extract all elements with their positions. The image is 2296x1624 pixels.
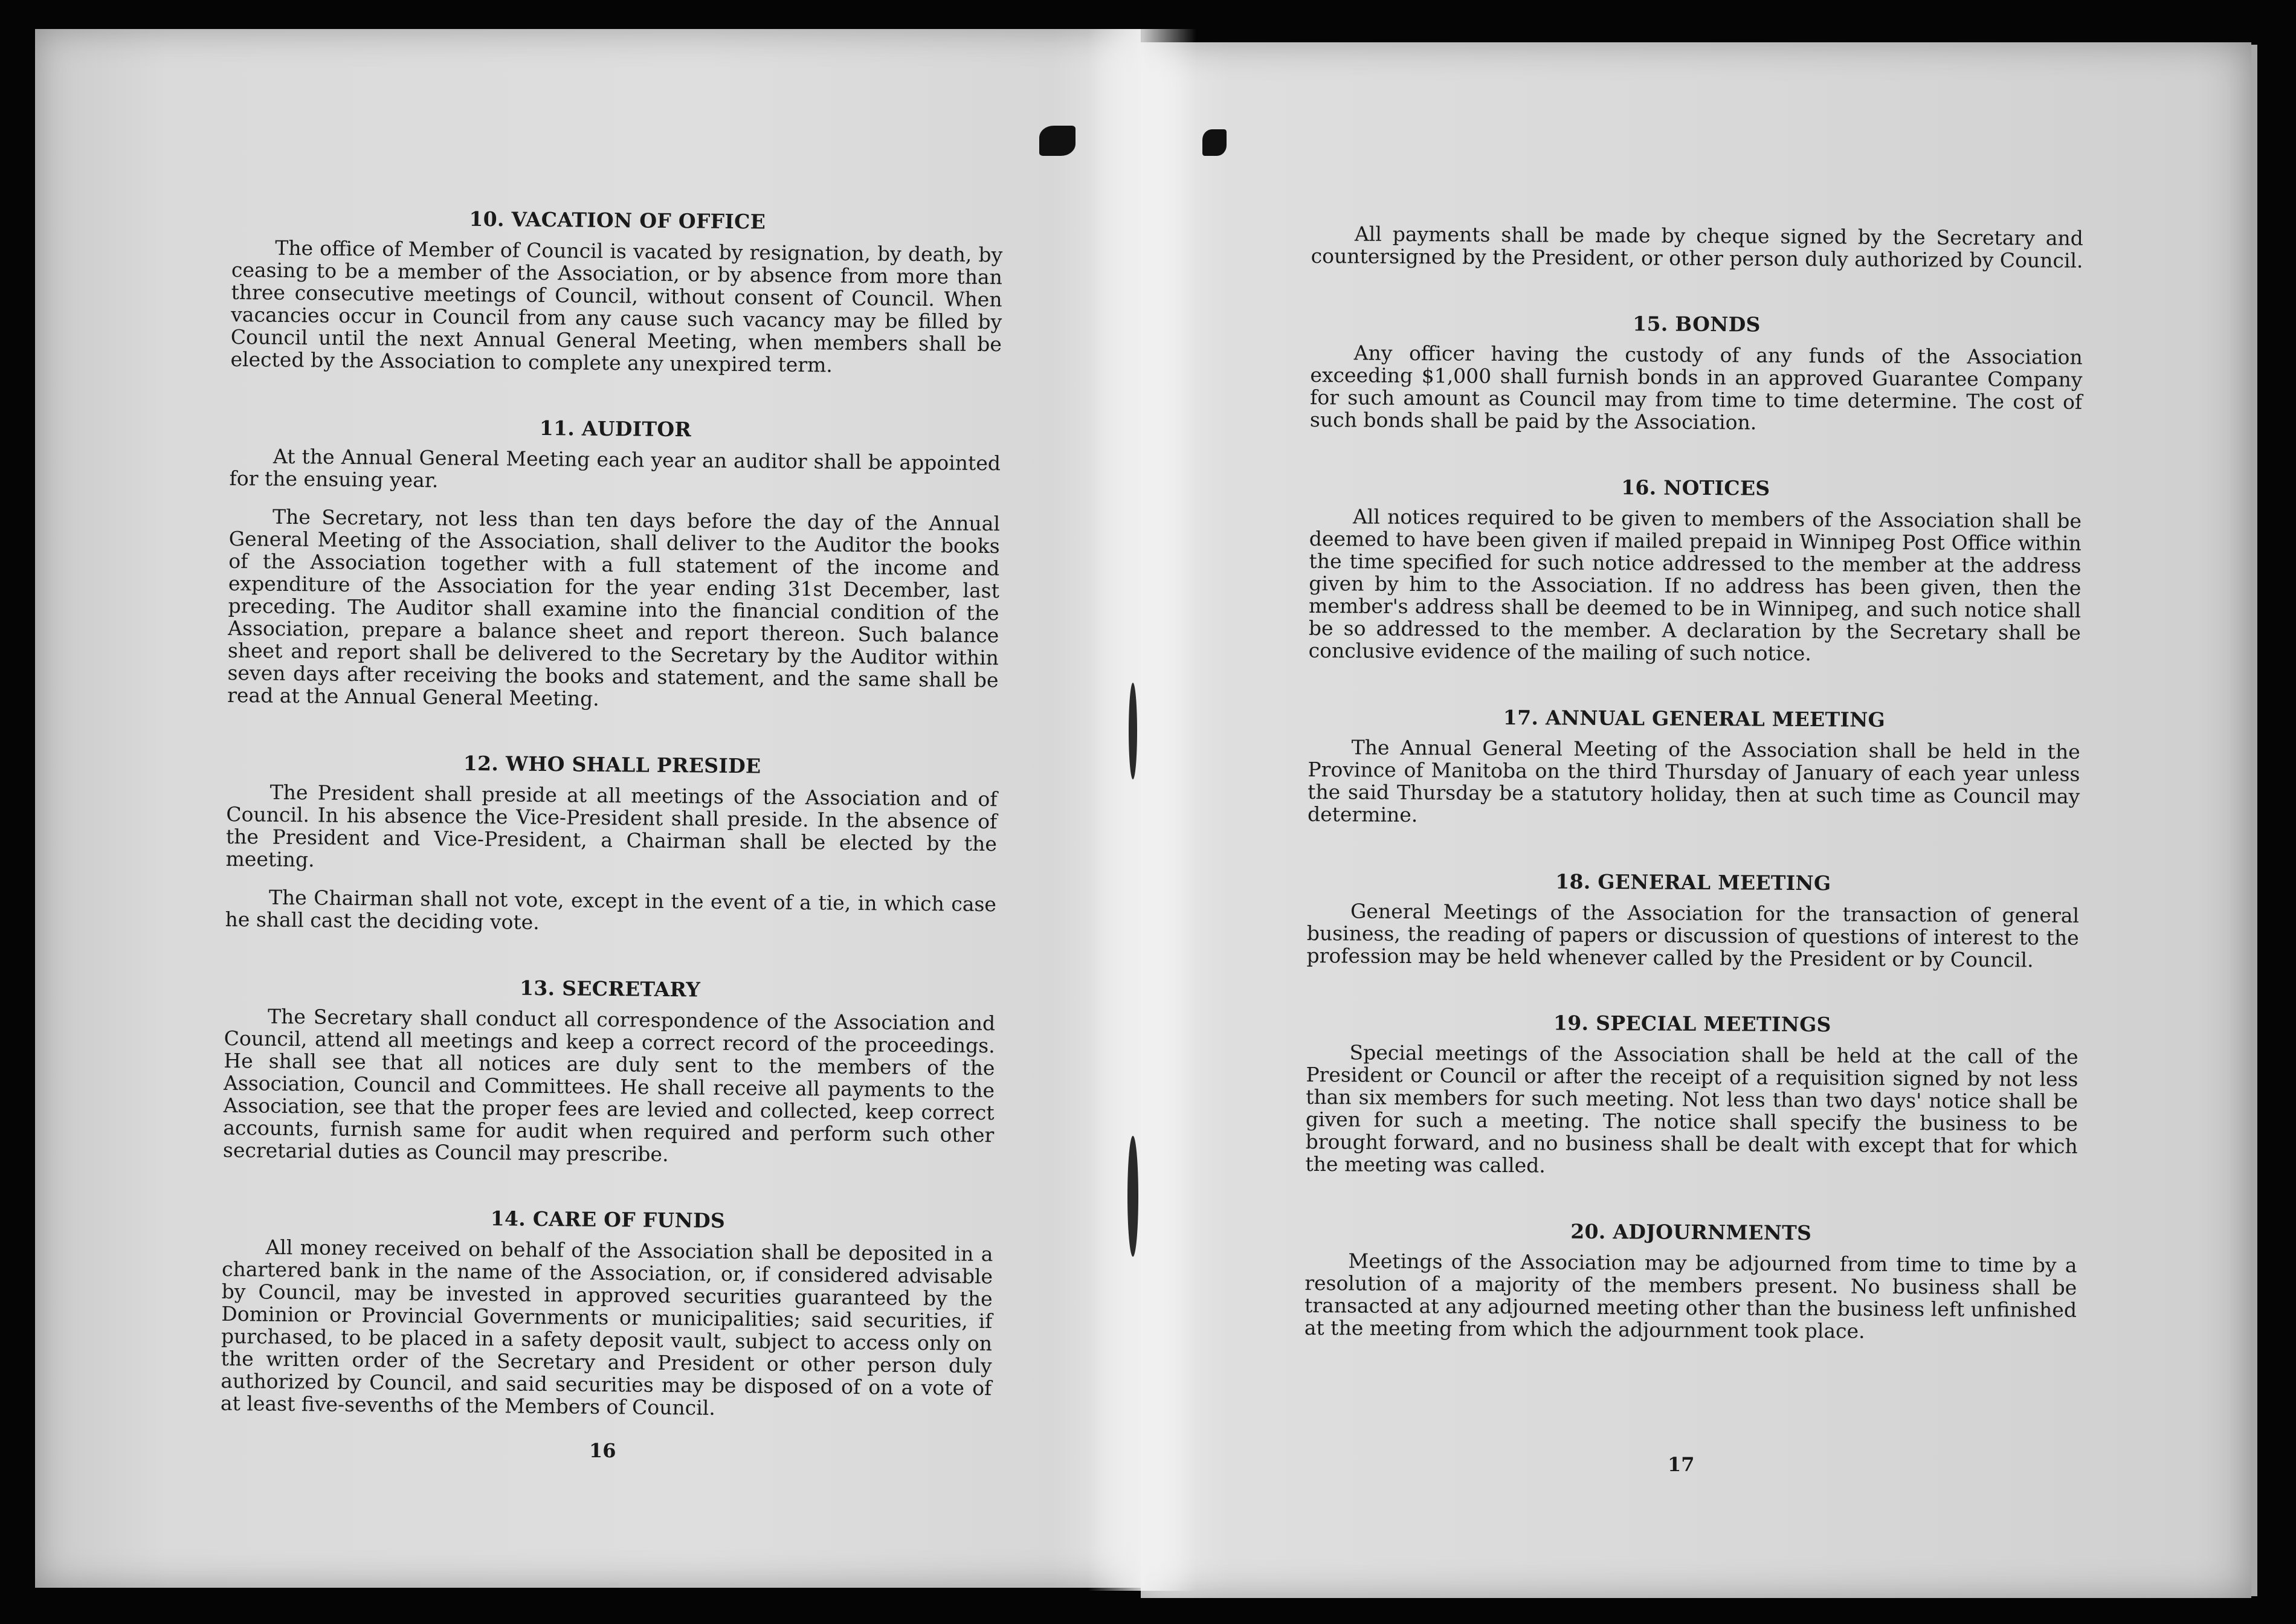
right-page-edge [2251,45,2257,1596]
section-paragraph: The Chairman shall not vote, except in the event of a tie, in which case he shall cast the deciding vote. [225,885,997,934]
section-paragraph: At the Annual General Meeting each year an auditor shall be appointed for the ensuing year. [229,444,1001,492]
section-who-shall-preside [225,750,998,938]
section-special-meetings [1305,1010,2078,1180]
section-payments-continued [1311,222,2083,272]
section-annual-general-meeting [1308,705,2080,830]
section-heading: 15. BONDS [1633,312,1761,337]
section-vacation-of-office [230,205,1003,378]
right-page-text [1304,222,2083,1387]
section-heading: 12. WHO SHALL PRESIDE [463,751,761,778]
lead-paragraph: All payments shall be made by cheque signed by the Secretary and countersigned by the President, or other person duly authorized by Council. [1311,222,2083,272]
staple-mark-left [1039,126,1075,156]
binding-gutter [1088,29,1196,1591]
section-general-meeting [1306,869,2079,971]
section-paragraph: All money received on behalf of the Association shall be deposited in a chartered bank in the name of the Association, or, if considered advisable by Council, may be invested in approved securities guaranteed by the Dominion or Provincial Governments or municipalities; said securities, if purchased, to be placed in a safety deposit vault, subject to access only on the written order of the Secretary and President or other person duly authorized by Council, and said securities may be disposed of on a vote of at least five-sevenths of the Members of Council. [220,1235,993,1420]
section-paragraph: Meetings of the Association may be adjourned from time to time by a resolution of a majority of the members present. No business shall be transacted at any adjourned meeting other than the business left unfinished at the meeting from which the adjournment took place. [1304,1249,2077,1343]
gutter-crease-mark [1129,683,1137,779]
section-heading: 10. VACATION OF OFFICE [469,207,766,234]
section-heading: 18. GENERAL MEETING [1555,869,1831,895]
staple-mark-right [1202,129,1227,156]
page-number-right: 17 [1668,1453,1695,1476]
section-adjournments [1304,1219,2077,1344]
section-paragraph: The Secretary shall conduct all correspondence of the Association and Council, attend all meetings and keep a correct record of the proceedings. He shall see that all notices are duly sent to the members of the Association, Council and Committees. He shall receive all payments to the Association, see that the proper fees are levied and collected, keep correct accounts, furnish same for audit when required and perform such other secretarial duties as Council may prescribe. [222,1004,996,1167]
page-number-left: 16 [589,1439,616,1462]
section-paragraph: Any officer having the custody of any funds of the Association exceeding $1,000 shall furnish bonds in an approved Guarantee Company for such amount as Council may from time to time determine. The cost of such bonds shall be paid by the Association. [1309,341,2083,434]
section-heading: 19. SPECIAL MEETINGS [1553,1011,1831,1037]
section-heading: 11. AUDITOR [539,416,692,442]
section-bonds [1310,311,2083,436]
section-heading: 13. SECRETARY [519,976,701,1002]
section-heading: 20. ADJOURNMENTS [1570,1219,1812,1245]
section-auditor [227,414,1001,714]
section-paragraph: All notices required to be given to members of the Association shall be deemed to have been given if mailed prepaid in Winnipeg Post Office within the time specified for such notice addressed to the member at the address given by him to the Association. If no address has been given, then the member's address shall be deemed to be in Winnipeg, and such notice shall be so addressed to the member. A declaration by the Secretary shall be conclusive evidence of the mailing of such notice. [1308,504,2082,666]
section-heading: 17. ANNUAL GENERAL MEETING [1503,705,1886,732]
section-care-of-funds [221,1205,993,1422]
section-heading: 14. CARE OF FUNDS [490,1207,726,1232]
section-paragraph: The office of Member of Council is vacated by resignation, by death, by ceasing to be a member of the Association, or by absence from more than three consecutive meetings of Council, without consent of Council. When vacancies occur in Council from any cause such vacancy may be filled by Council until the next Annual General Meeting, when members shall be elected by the Association to complete any unexpired term. [230,236,1003,377]
section-paragraph: Special meetings of the Association shall be held at the call of the President or Council or after the receipt of a requisition signed by not less than six members for such meeting. Not less than two days' notice shall be given for such a meeting. The notice shall specify the business to be brought forward, and no business shall be dealt with except that for which the meeting was called. [1305,1040,2078,1178]
section-paragraph: The Secretary, not less than ten days before the day of the Annual General Meeting of the Association, shall deliver to the Auditor the books of the Association together with a full statement of the income and expenditure of the Association for the year ending 31st December, last preceding. The Auditor shall examine into the financial condition of the Association, prepare a balance sheet and report thereon. Such balance sheet and report shall be delivered to the Secretary by the Auditor within seven days after receiving the books and statement, and the same shall be read at the Annual General Meeting. [227,504,1001,710]
section-secretary [223,974,996,1168]
left-page-text [220,205,1003,1465]
section-paragraph: The Annual General Meeting of the Association shall be held in the Province of Manitoba on the third Thursday of January of each year unless the said Thursday be a statutory holiday, then at such time as Council may determine. [1307,735,2080,827]
section-heading: 16. NOTICES [1621,475,1770,500]
section-paragraph: General Meetings of the Association for the transaction of general business, the reading of papers or discussion of questions of interest to the profession may be held whenever called by the President or by Council. [1306,899,2080,972]
section-paragraph: The President shall preside at all meetings of the Association and of Council. In his absence the Vice-President shall preside. In the absence of the President and Vice-President, a Chairman shall be elected by the meeting. [225,780,998,872]
section-notices [1309,474,2082,666]
gutter-crease-mark [1127,1136,1138,1257]
